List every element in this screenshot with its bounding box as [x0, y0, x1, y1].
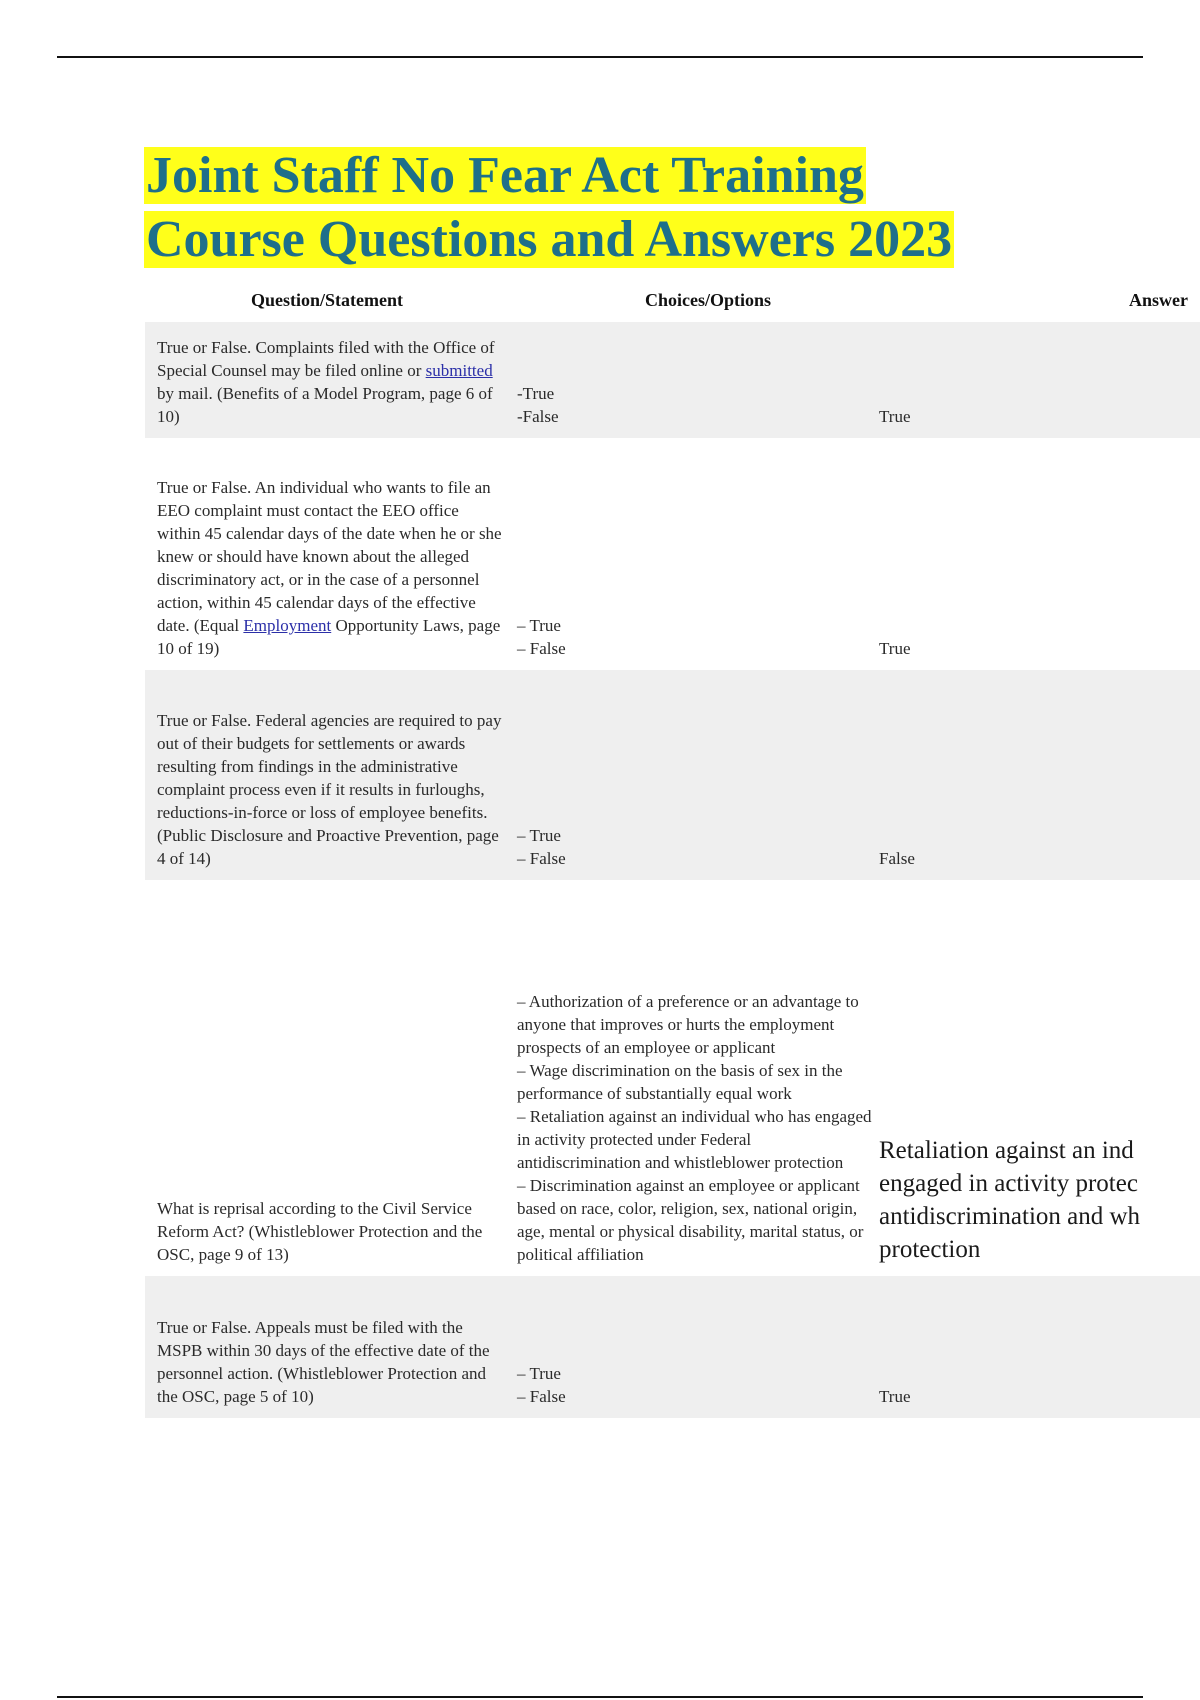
- question-text: True or False. Complaints filed with the Office of Special Counsel may be filed online or: [157, 338, 495, 380]
- choice-item: -True: [517, 384, 555, 403]
- choice-item: – Authorization of a preference or an advantage to anyone that improves or hurts the employment prospects of an employee or applicant: [517, 992, 859, 1057]
- choice-item: – False: [517, 1387, 566, 1406]
- question-cell: [145, 1197, 503, 1266]
- header-choices: Choices/Options: [645, 290, 772, 310]
- choices-cell: [503, 824, 879, 870]
- table-row: [145, 322, 1200, 438]
- table-row: [145, 880, 1200, 1276]
- question-text: Opportunity Laws, page 10 of 19): [157, 616, 501, 658]
- choice-item: – False: [517, 639, 566, 658]
- table-row: [145, 1276, 1200, 1418]
- choices-cell: [503, 382, 879, 428]
- question-text: True or False. Appeals must be filed with the MSPB within 30 days of the effective date of the personnel action. (Whistleblower Protection and the OSC, page 5 of 10): [157, 1318, 490, 1406]
- answer-cell: True: [879, 407, 911, 426]
- choices-cell: [503, 614, 879, 660]
- question-text: True or False. Federal agencies are required to pay out of their budgets for settlements or awards resulting from findings in the administrative complaint process even if it results in furloughs, reductions-in-force or loss of employee benefits. (Public Disclosure and Proactive Prevention, page 4 of 14): [157, 711, 502, 868]
- answer-line: Retaliation against an ind: [879, 1137, 1134, 1164]
- header-question: Question/Statement: [251, 290, 403, 310]
- title-line-2: Course Questions and Answers 2023: [146, 211, 953, 268]
- answer-cell: [879, 1134, 1200, 1266]
- choices-cell: [503, 990, 879, 1266]
- question-cell: [145, 1316, 503, 1408]
- table-row: [145, 670, 1200, 880]
- question-text: What is reprisal according to the Civil Service Reform Act? (Whistleblower Protection and the OSC, page 9 of 13): [157, 1199, 483, 1264]
- answer-cell: True: [879, 1387, 911, 1406]
- choice-item: – True: [517, 616, 561, 635]
- footer-rule: [57, 1696, 1143, 1698]
- question-text: True or False. An individual who wants to file an EEO complaint must contact the EEO office within 45 calendar days of the date when he or she knew or should have known about the alleged discriminatory act, or in the case of a personnel action, within 45 calendar days of the effective date. (Equal: [157, 478, 502, 635]
- answer-line: protection: [879, 1236, 981, 1263]
- page-title: [144, 144, 1144, 272]
- question-cell: [145, 476, 503, 660]
- answer-cell: True: [879, 639, 911, 658]
- choice-item: – Discrimination against an employee or applicant based on race, color, religion, sex, national origin, age, mental or physical disability, marital status, or political affiliation: [517, 1176, 864, 1264]
- question-text: by mail. (Benefits of a Model Program, page 6 of 10): [157, 384, 493, 426]
- title-line-1: Joint Staff No Fear Act Training: [146, 147, 864, 204]
- question-cell: [145, 709, 503, 870]
- submitted-link[interactable]: submitted: [425, 361, 493, 380]
- choice-item: – False: [517, 849, 566, 868]
- table-row: [145, 438, 1200, 670]
- answer-line: engaged in activity protec: [879, 1170, 1138, 1197]
- answer-line: antidiscrimination and wh: [879, 1203, 1141, 1230]
- choice-item: – True: [517, 1364, 561, 1383]
- choice-item: – Wage discrimination on the basis of sex in the performance of substantially equal work: [517, 1061, 843, 1103]
- qa-table: [145, 280, 1200, 1418]
- question-cell: [145, 336, 503, 428]
- table-header: [145, 280, 1200, 322]
- choice-item: – Retaliation against an individual who has engaged in activity protected under Federal antidiscrimination and whistleblower protection: [517, 1107, 872, 1172]
- employment-link[interactable]: Employment: [243, 616, 332, 635]
- choice-item: – True: [517, 826, 561, 845]
- choice-item: -False: [517, 407, 559, 426]
- header-rule: [57, 56, 1143, 58]
- answer-cell: False: [879, 849, 915, 868]
- choices-cell: [503, 1362, 879, 1408]
- header-answer: Answer: [1129, 290, 1188, 310]
